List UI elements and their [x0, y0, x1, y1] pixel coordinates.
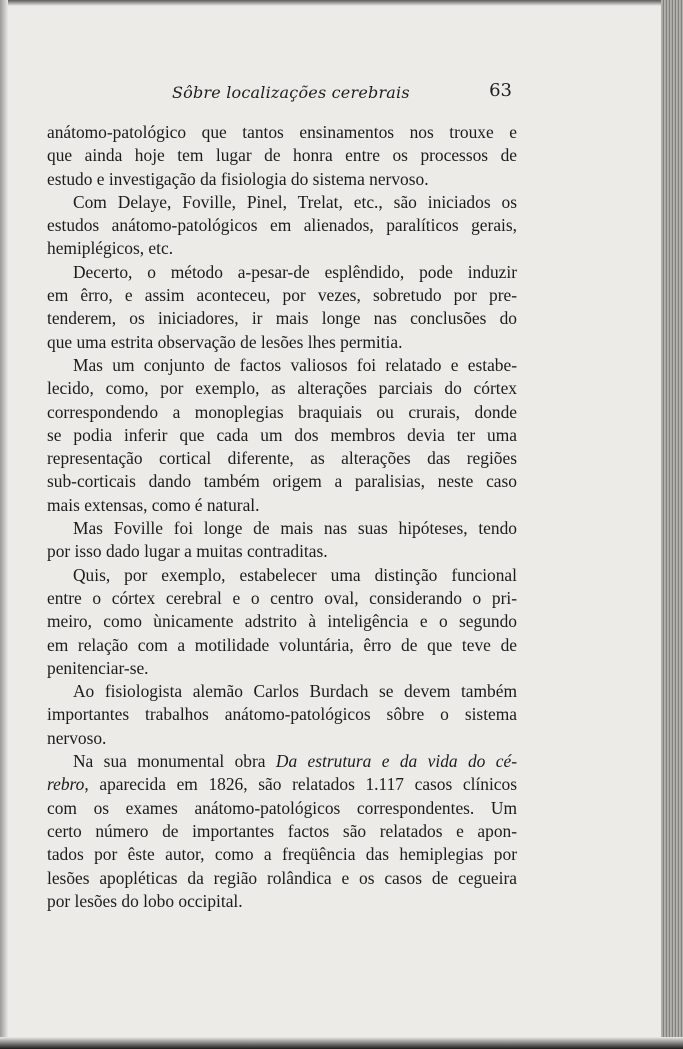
text-line: hemiplégicos, etc.: [47, 238, 174, 259]
text-fragment: , aparecida em 1826, são relatados 1.117 casos clínicos: [84, 774, 517, 795]
text-line: correspondendo a monoplegias braquiais ou crurais, donde: [47, 401, 517, 422]
book-page-edges: [661, 0, 683, 1049]
text-line: que ainda hoje tem lugar de honra entre os processos de: [47, 145, 517, 166]
text-fragment: Na sua monumental obra: [73, 751, 276, 772]
text-line: Quis, por exemplo, estabelecer uma distinção funcional: [73, 564, 517, 585]
text-line: Mas um conjunto de factos valiosos foi relatado e estabe-: [73, 354, 517, 375]
text-line: com os exames anátomo-patológicos correspondentes. Um: [47, 797, 517, 818]
text-line: Decerto, o método a-pesar-de esplêndido, pode induzir: [73, 261, 517, 282]
text-line: lecido, como, por exemplo, as alterações parciais do córtex: [47, 378, 517, 399]
text-line: mais extensas, como é natural.: [47, 494, 260, 515]
text-line: nervoso.: [47, 727, 107, 748]
text-line: estudo e investigação da fisiologia do sistema nervoso.: [47, 168, 429, 189]
text-line: por lesões do lobo occipital.: [47, 890, 243, 911]
text-line: penitenciar-se.: [47, 657, 149, 678]
text-line: se podia inferir que cada um dos membros devia ter uma: [47, 424, 517, 445]
page-bottom-edge: [0, 1037, 683, 1049]
text-line-with-title: [47, 750, 517, 773]
page-top-edge: [0, 0, 683, 6]
page-gutter-shadow: [0, 0, 8, 1049]
text-line: sub-corticais dando também origem a paralisias, neste caso: [47, 471, 517, 492]
book-title: Da estrutura e da vida do cé-: [275, 751, 517, 772]
text-line: anátomo-patológico que tantos ensinamentos nos trouxe e: [47, 122, 517, 142]
text-line: por isso dado lugar a muitas contraditas.: [47, 541, 328, 562]
text-line: estudos anátomo-patológicos em alienados, paralíticos gerais,: [47, 215, 517, 236]
book-title: rebro: [47, 774, 85, 795]
text-line: entre o córtex cerebral e o centro oval, considerando o pri-: [47, 587, 517, 608]
text-line: Com Delaye, Foville, Pinel, Trelat, etc., são iniciados os: [73, 191, 517, 212]
text-line: certo número de importantes factos são relatados e apon-: [47, 820, 517, 841]
page-header: [48, 80, 516, 106]
text-line: tenderem, os iniciadores, ir mais longe nas conclusões do: [47, 308, 517, 329]
page-number: 63: [489, 80, 512, 101]
text-line: em relação com a motilidade voluntária, êrro de que teve de: [47, 634, 517, 655]
text-line-with-title: [47, 773, 517, 796]
body-text: [47, 121, 517, 913]
text-line: em êrro, e assim aconteceu, por vezes, sobretudo por pre-: [47, 285, 517, 306]
text-line: lesões apopléticas da região rolândica e os casos de cegueira: [47, 867, 517, 888]
text-line: representação cortical diferente, as alterações das regiões: [47, 448, 517, 469]
text-line: Ao fisiologista alemão Carlos Burdach se devem também: [73, 681, 517, 702]
text-line: meiro, como ùnicamente adstrito à inteligência e o segundo: [47, 611, 517, 632]
text-line: importantes trabalhos anátomo-patológicos sôbre o sistema: [47, 704, 517, 725]
text-line: que uma estrita observação de lesões lhes permitia.: [47, 331, 403, 352]
text-line: tados por êste autor, como a freqüência das hemiplegias por: [47, 844, 517, 865]
running-title: Sôbre localizações cerebrais: [172, 83, 410, 102]
text-line: Mas Foville foi longe de mais nas suas hipóteses, tendo: [73, 518, 517, 539]
